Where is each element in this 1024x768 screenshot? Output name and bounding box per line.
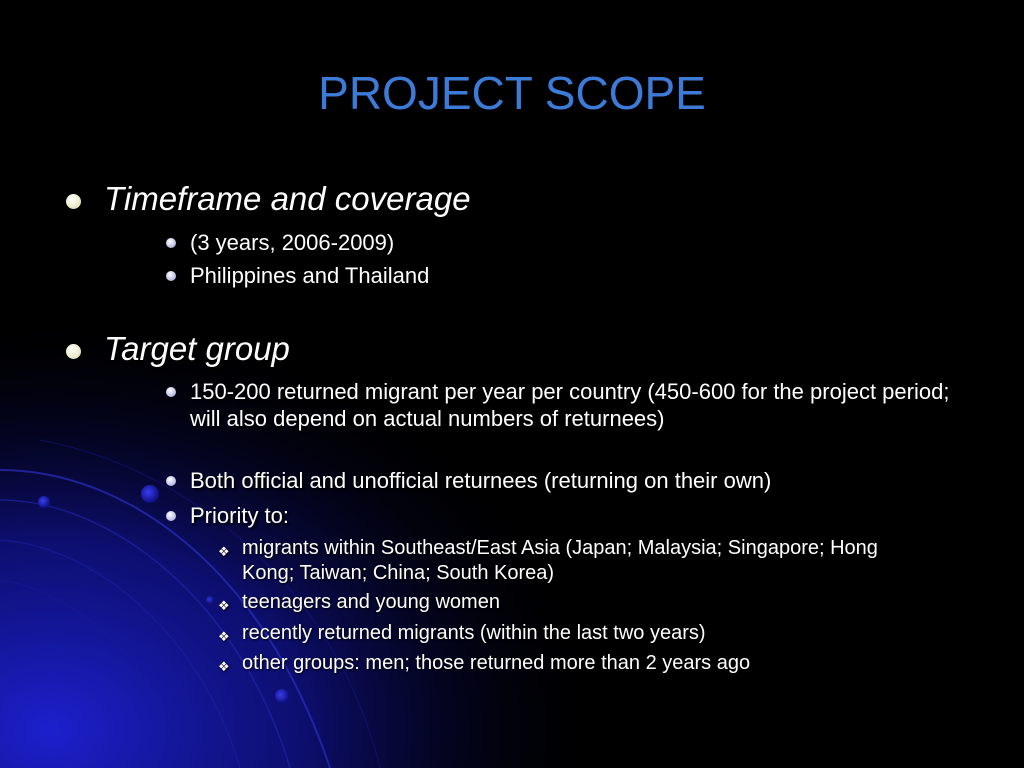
sub-bullet-text: teenagers and young women [242,591,500,613]
diamond-bullet-icon: ❖ [218,598,230,613]
sub-bullet-text: recently returned migrants (within the last two years) [242,622,706,644]
bullet-dot-icon [166,271,176,281]
bullet-dot-icon [166,387,176,397]
bullet-dot-icon [166,476,176,486]
bullet-item-text: Priority to: [190,503,290,528]
bullet-dot-icon [166,238,176,248]
diamond-bullet-icon: ❖ [218,659,230,674]
bullet-item-text: Philippines and Thailand [190,263,430,288]
bullet-item-text: 150-200 returned migrant per year per country (450-600 for the project period; will also depend on actual numbers of returnees) [190,379,950,431]
bullet-item-text: Both official and unofficial returnees (returning on their own) [190,468,772,493]
sub-bullet-text: migrants within Southeast/East Asia (Japan; Malaysia; Singapore; Hong Kong; Taiwan; China; South Korea) [242,537,878,584]
bullet-heading-text: Target group [104,330,290,367]
bullet-dot-icon [66,194,81,209]
bullet-dot-icon [166,511,176,521]
sub-bullet-text: other groups: men; those returned more than 2 years ago [242,652,751,674]
bullet-heading-text: Timeframe and coverage [104,180,471,217]
diamond-bullet-icon: ❖ [218,544,230,559]
slide-title: PROJECT SCOPE [318,67,706,119]
diamond-bullet-icon: ❖ [218,629,230,644]
bullet-item-text: (3 years, 2006-2009) [190,230,395,255]
bullet-dot-icon [66,344,81,359]
